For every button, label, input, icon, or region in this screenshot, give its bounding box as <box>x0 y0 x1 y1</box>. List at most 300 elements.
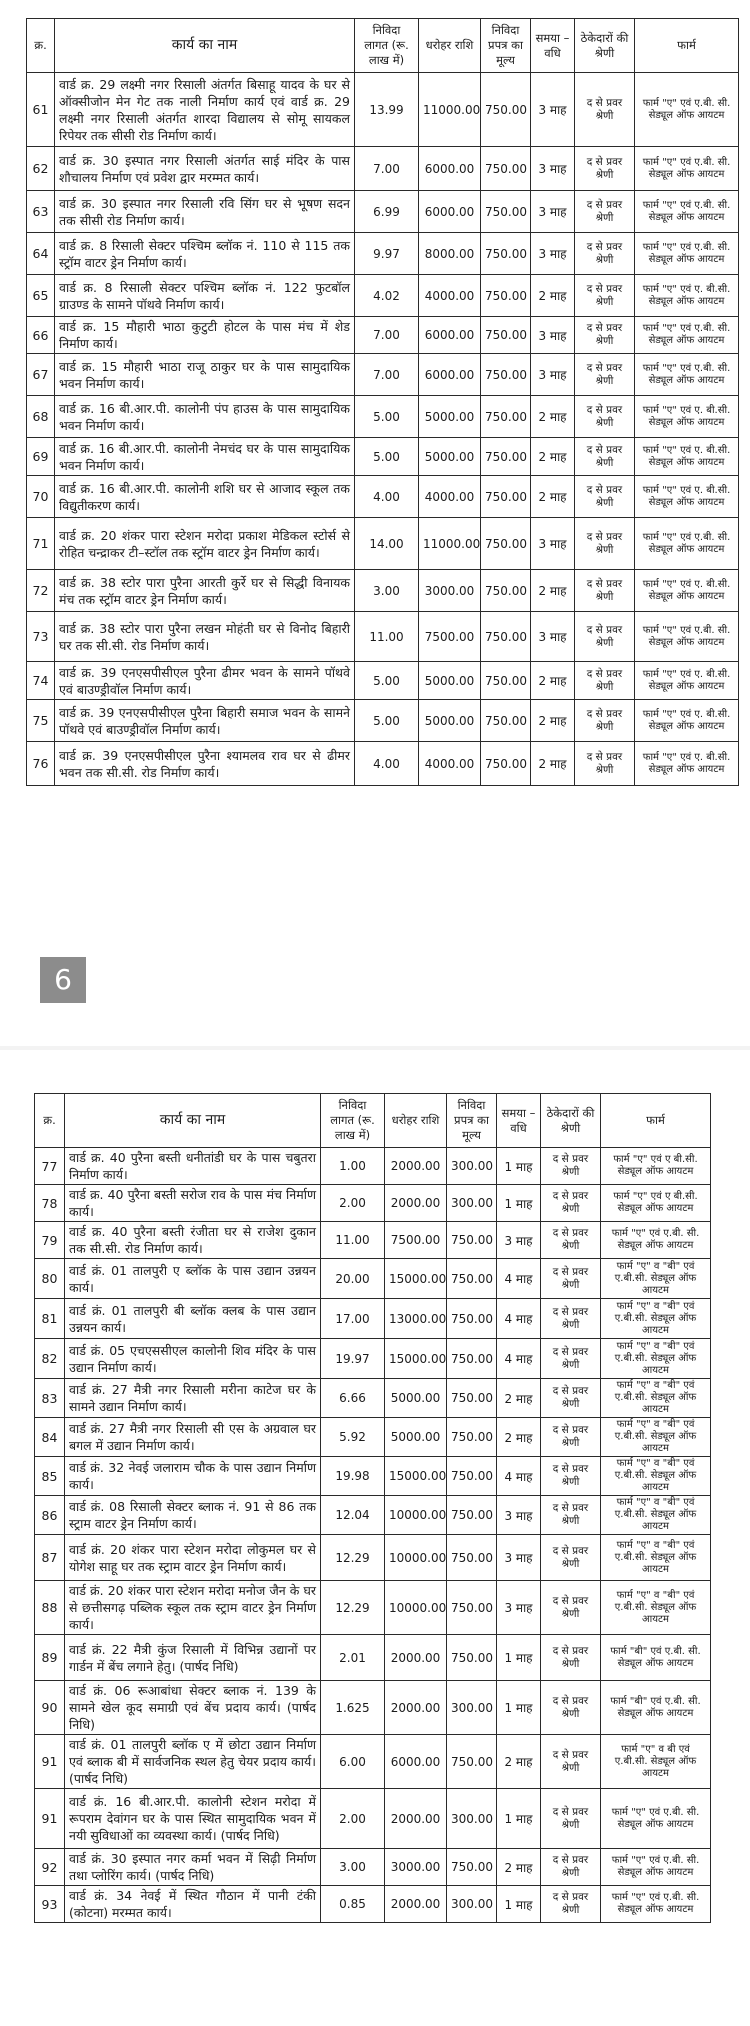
contractor-class: द से प्रवर श्रेणी <box>575 233 635 275</box>
table-row <box>27 700 739 742</box>
deposit-amount: 5000.00 <box>419 700 481 742</box>
contractor-class: द से प्रवर श्रेणी <box>541 1259 601 1299</box>
header-cost: निविदा लागत (रू. लाख में) <box>321 1094 385 1148</box>
contractor-class: द से प्रवर श्रेणी <box>541 1457 601 1496</box>
deposit-amount: 2000.00 <box>385 1681 447 1735</box>
form-type: फार्म "बी" एवं ए.बी. सी. सेड्यूल ऑफ आयटम <box>601 1635 711 1681</box>
tender-cost: 3.00 <box>355 570 419 612</box>
table-row <box>27 233 739 275</box>
table-row <box>27 742 739 786</box>
table-row <box>27 191 739 233</box>
form-price: 750.00 <box>481 700 531 742</box>
row-number: 87 <box>35 1535 65 1581</box>
row-number: 66 <box>27 317 55 354</box>
tender-cost: 2.01 <box>321 1635 385 1681</box>
duration: 4 माह <box>497 1259 541 1299</box>
form-price: 750.00 <box>447 1259 497 1299</box>
form-price: 750.00 <box>481 742 531 786</box>
contractor-class: द से प्रवर श्रेणी <box>541 1496 601 1535</box>
tender-cost: 19.97 <box>321 1339 385 1379</box>
table-row <box>35 1849 711 1886</box>
work-name: वार्ड क्रं. 20 शंकर पारा स्टेशन मरोदा मनोज जैन के घर से छत्तीसगढ़ पब्लिक स्कूल तक स्ट्राम वाटर ड्रेन निर्माण कार्य। <box>65 1581 321 1635</box>
row-number: 73 <box>27 612 55 662</box>
form-type: फार्म "ए" एवं ए. बी.सी. सेड्यूल ऑफ आयटम <box>635 742 739 786</box>
tender-cost: 13.99 <box>355 73 419 147</box>
contractor-class: द से प्रवर श्रेणी <box>575 518 635 570</box>
row-number: 93 <box>35 1886 65 1923</box>
tender-cost: 5.00 <box>355 396 419 438</box>
tender-cost: 12.29 <box>321 1581 385 1635</box>
form-type: फार्म "ए" एवं ए.बी. सी. सेड्यूल ऑफ आयटम <box>601 1222 711 1259</box>
form-price: 750.00 <box>481 476 531 518</box>
form-type: फार्म "ए" व "बी" एवं ए.बी.सी. सेड्यूल ऑफ आयटम <box>601 1418 711 1457</box>
form-price: 750.00 <box>447 1457 497 1496</box>
row-number: 72 <box>27 570 55 612</box>
form-price: 750.00 <box>481 518 531 570</box>
tender-cost: 19.98 <box>321 1457 385 1496</box>
contractor-class: द से प्रवर श्रेणी <box>575 396 635 438</box>
row-number: 89 <box>35 1635 65 1681</box>
form-price: 750.00 <box>481 147 531 191</box>
form-type: फार्म "ए" व "बी" एवं ए.बी.सी. सेड्यूल ऑफ आयटम <box>601 1299 711 1339</box>
work-name: वार्ड क्र. 30 इस्पात नगर रिसाली अंतर्गत साई मंदिर के पास शौचालय निर्माण एवं प्रवेश द्वार मरम्मत कार्य। <box>55 147 355 191</box>
duration: 3 माह <box>531 518 575 570</box>
work-name: वार्ड क्र. 8 रिसाली सेक्टर पश्चिम ब्लॉक नं. 110 से 115 तक स्ट्रॉम वाटर ड्रेन निर्माण कार्य। <box>55 233 355 275</box>
work-name: वार्ड क्रं. 08 रिसाली सेक्टर ब्लाक नं. 91 से 86 तक स्ट्राम वाटर ड्रेन निर्माण कार्य। <box>65 1496 321 1535</box>
duration: 2 माह <box>531 438 575 476</box>
work-name: वार्ड क्र. 39 एनएसपीसीएल पुरैना श्यामलव राव घर से ढीमर भवन तक सी.सी. रोड निर्माण कार्य। <box>55 742 355 786</box>
work-name: वार्ड क्रं. 16 बी.आर.पी. कालोनी स्टेशन मरोदा में रूपराम देवांगन घर के पास स्थित सामुदायिक भवन में नयी सुविधाओं का व्यवस्था कार्य। (पार्षद निधि) <box>65 1789 321 1849</box>
row-number: 88 <box>35 1581 65 1635</box>
tender-cost: 5.00 <box>355 662 419 700</box>
contractor-class: द से प्रवर श्रेणी <box>575 147 635 191</box>
contractor-class: द से प्रवर श्रेणी <box>575 700 635 742</box>
form-type: फार्म "ए" एवं ए.बी. सी. सेड्यूल ऑफ आयटम <box>635 354 739 396</box>
table-row <box>27 147 739 191</box>
duration: 2 माह <box>497 1735 541 1789</box>
table-row <box>27 396 739 438</box>
tender-cost: 9.97 <box>355 233 419 275</box>
work-name: वार्ड क्र. 30 इस्पात नगर रिसाली रवि सिंग घर से भूषण सदन तक सीसी रोड निर्माण कार्य। <box>55 191 355 233</box>
duration: 3 माह <box>531 191 575 233</box>
form-type: फार्म "ए" एवं ए. बी.सी. सेड्यूल ऑफ आयटम <box>635 438 739 476</box>
row-number: 78 <box>35 1185 65 1222</box>
tender-cost: 5.92 <box>321 1418 385 1457</box>
tender-cost: 12.04 <box>321 1496 385 1535</box>
row-number: 76 <box>27 742 55 786</box>
form-type: फार्म "ए" एवं ए. बी.सी. सेड्यूल ऑफ आयटम <box>635 476 739 518</box>
form-price: 750.00 <box>481 317 531 354</box>
header-sno: क्र. <box>35 1094 65 1148</box>
row-number: 90 <box>35 1681 65 1735</box>
form-price: 750.00 <box>447 1299 497 1339</box>
table-row <box>35 1581 711 1635</box>
header-sno: क्र. <box>27 19 55 73</box>
tender-cost: 6.66 <box>321 1379 385 1418</box>
form-type: फार्म "ए" व "बी" एवं ए.बी.सी. सेड्यूल ऑफ आयटम <box>601 1339 711 1379</box>
form-price: 750.00 <box>481 73 531 147</box>
work-name: वार्ड क्र. 40 पुरैना बस्ती सरोज राव के पास मंच निर्माण कार्य। <box>65 1185 321 1222</box>
deposit-amount: 5000.00 <box>419 396 481 438</box>
row-number: 81 <box>35 1299 65 1339</box>
form-type: फार्म "ए" एवं ए.बी. सी. सेड्यूल ऑफ आयटम <box>635 518 739 570</box>
work-name: वार्ड क्रं. 06 रूआबांधा सेक्टर ब्लाक नं. 139 के सामने खेल कूद समाग्री एवं बेंच प्रदाय कार्य। (पार्षद निधि) <box>65 1681 321 1735</box>
form-type: फार्म "ए" एवं ए. बी.सी. सेड्यूल ऑफ आयटम <box>635 275 739 317</box>
table-row <box>27 612 739 662</box>
form-price: 750.00 <box>447 1339 497 1379</box>
form-price: 300.00 <box>447 1148 497 1185</box>
contractor-class: द से प्रवर श्रेणी <box>575 438 635 476</box>
row-number: 68 <box>27 396 55 438</box>
work-name: वार्ड क्र. 40 पुरैना बस्ती धनीतांडी घर के पास चबुतरा निर्माण कार्य। <box>65 1148 321 1185</box>
table-row <box>35 1735 711 1789</box>
form-price: 750.00 <box>481 233 531 275</box>
row-number: 92 <box>35 1849 65 1886</box>
contractor-class: द से प्रवर श्रेणी <box>541 1185 601 1222</box>
contractor-class: द से प्रवर श्रेणी <box>575 662 635 700</box>
deposit-amount: 6000.00 <box>419 354 481 396</box>
form-type: फार्म "ए" एवं ए.बी. सी. सेड्यूल ऑफ आयटम <box>635 612 739 662</box>
tender-cost: 17.00 <box>321 1299 385 1339</box>
deposit-amount: 10000.00 <box>385 1535 447 1581</box>
form-type: फार्म "बी" एवं ए.बी. सी. सेड्यूल ऑफ आयटम <box>601 1681 711 1735</box>
header-contractor-class: ठेकेदारों की श्रेणी <box>575 19 635 73</box>
table-row <box>27 73 739 147</box>
work-name: वार्ड क्रं. 01 तालपुरी ब्लॉक ए में छोटा उद्यान निर्माण एवं ब्लाक बी में सार्वजनिक स्थल हेतु चेयर प्रदाय कार्य। (पार्षद निधि) <box>65 1735 321 1789</box>
work-name: वार्ड क्र. 16 बी.आर.पी. कालोनी शशि घर से आजाद स्कूल तक विद्युतीकरण कार्य। <box>55 476 355 518</box>
form-type: फार्म "ए" एवं ए बी.सी. सेड्यूल ऑफ आयटम <box>601 1185 711 1222</box>
deposit-amount: 2000.00 <box>385 1635 447 1681</box>
table-row <box>27 317 739 354</box>
work-name: वार्ड क्र. 38 स्टोर पारा पुरैना लखन मोहंती घर से विनोद बिहारी घर तक सी.सी. रोड निर्माण कार्य। <box>55 612 355 662</box>
deposit-amount: 10000.00 <box>385 1496 447 1535</box>
deposit-amount: 6000.00 <box>385 1735 447 1789</box>
deposit-amount: 15000.00 <box>385 1457 447 1496</box>
work-name: वार्ड क्रं. 22 मैत्री कुंज रिसाली में विभिन्न उद्यानों पर गार्डन में बेंच लगाने हेतु। (पार्षद निधि) <box>65 1635 321 1681</box>
deposit-amount: 6000.00 <box>419 147 481 191</box>
work-name: वार्ड क्रं. 32 नेवई जलाराम चौक के पास उद्यान निर्माण कार्य। <box>65 1457 321 1496</box>
row-number: 61 <box>27 73 55 147</box>
contractor-class: द से प्रवर श्रेणी <box>541 1379 601 1418</box>
tender-cost: 6.99 <box>355 191 419 233</box>
table-row <box>35 1886 711 1923</box>
header-work-name: कार्य का नाम <box>65 1094 321 1148</box>
tender-cost: 2.00 <box>321 1185 385 1222</box>
form-type: फार्म "ए" एवं ए. बी.सी. सेड्यूल ऑफ आयटम <box>635 662 739 700</box>
form-price: 300.00 <box>447 1789 497 1849</box>
tender-cost: 6.00 <box>321 1735 385 1789</box>
deposit-amount: 7500.00 <box>419 612 481 662</box>
row-number: 77 <box>35 1148 65 1185</box>
row-number: 63 <box>27 191 55 233</box>
duration: 2 माह <box>531 700 575 742</box>
header-cost: निविदा लागत (रू. लाख में) <box>355 19 419 73</box>
form-price: 750.00 <box>481 438 531 476</box>
contractor-class: द से प्रवर श्रेणी <box>575 354 635 396</box>
header-form: फार्म <box>635 19 739 73</box>
form-price: 750.00 <box>481 570 531 612</box>
work-name: वार्ड क्रं. 01 तालपुरी बी ब्लॉक क्लब के पास उद्यान उन्नयन कार्य। <box>65 1299 321 1339</box>
duration: 2 माह <box>531 742 575 786</box>
duration: 3 माह <box>531 317 575 354</box>
table-row <box>35 1496 711 1535</box>
work-name: वार्ड क्रं. 01 तालपुरी ए ब्लॉक के पास उद्यान उन्नयन कार्य। <box>65 1259 321 1299</box>
tender-cost: 4.00 <box>355 476 419 518</box>
row-number: 85 <box>35 1457 65 1496</box>
duration: 4 माह <box>497 1457 541 1496</box>
tender-cost: 4.02 <box>355 275 419 317</box>
table-row <box>35 1681 711 1735</box>
work-name: वार्ड क्रं. 30 इस्पात नगर कर्मा भवन में सिढ़ी निर्माण तथा प्लोरिंग कार्य। (पार्षद निधि) <box>65 1849 321 1886</box>
table-row <box>35 1789 711 1849</box>
row-number: 64 <box>27 233 55 275</box>
duration: 1 माह <box>497 1148 541 1185</box>
tender-cost: 12.29 <box>321 1535 385 1581</box>
contractor-class: द से प्रवर श्रेणी <box>541 1222 601 1259</box>
form-type: फार्म "ए" व "बी" एवं ए.बी.सी. सेड्यूल ऑफ आयटम <box>601 1496 711 1535</box>
form-price: 750.00 <box>447 1222 497 1259</box>
duration: 2 माह <box>531 275 575 317</box>
duration: 3 माह <box>531 354 575 396</box>
tender-cost: 7.00 <box>355 147 419 191</box>
row-number: 80 <box>35 1259 65 1299</box>
row-number: 91 <box>35 1789 65 1849</box>
form-price: 300.00 <box>447 1185 497 1222</box>
form-type: फार्म "ए" एवं ए.बी. सी. सेड्यूल ऑफ आयटम <box>635 147 739 191</box>
contractor-class: द से प्रवर श्रेणी <box>541 1886 601 1923</box>
work-name: वार्ड क्रं. 27 मैत्री नगर रिसाली मरीना काटेज घर के सामने उद्यान निर्माण कार्य। <box>65 1379 321 1418</box>
duration: 3 माह <box>497 1222 541 1259</box>
deposit-amount: 7500.00 <box>385 1222 447 1259</box>
row-number: 86 <box>35 1496 65 1535</box>
table-row <box>35 1457 711 1496</box>
form-price: 300.00 <box>447 1681 497 1735</box>
contractor-class: द से प्रवर श्रेणी <box>541 1681 601 1735</box>
contractor-class: द से प्रवर श्रेणी <box>575 742 635 786</box>
work-name: वार्ड क्र. 15 मौहारी भाठा कुटुटी होटल के पास मंच में शेड निर्माण कार्य। <box>55 317 355 354</box>
duration: 3 माह <box>497 1496 541 1535</box>
duration: 2 माह <box>497 1379 541 1418</box>
form-type: फार्म "ए" व "बी" एवं ए.बी.सी. सेड्यूल ऑफ आयटम <box>601 1259 711 1299</box>
tender-cost: 7.00 <box>355 317 419 354</box>
duration: 3 माह <box>531 73 575 147</box>
header-deposit: धरोहर राशि <box>385 1094 447 1148</box>
work-name: वार्ड क्र. 15 मौहारी भाठा राजू ठाकुर घर के पास सामुदायिक भवन निर्माण कार्य। <box>55 354 355 396</box>
form-price: 750.00 <box>447 1535 497 1581</box>
header-form: फार्म <box>601 1094 711 1148</box>
form-type: फार्म "ए" एवं ए.बी. सी. सेड्यूल ऑफ आयटम <box>635 317 739 354</box>
deposit-amount: 4000.00 <box>419 275 481 317</box>
work-name: वार्ड क्र. 16 बी.आर.पी. कालोनी पंप हाउस के पास सामुदायिक भवन निर्माण कार्य। <box>55 396 355 438</box>
duration: 2 माह <box>531 570 575 612</box>
tender-cost: 11.00 <box>355 612 419 662</box>
tender-cost: 1.625 <box>321 1681 385 1735</box>
contractor-class: द से प्रवर श्रेणी <box>541 1789 601 1849</box>
row-number: 74 <box>27 662 55 700</box>
contractor-class: द से प्रवर श्रेणी <box>575 275 635 317</box>
contractor-class: द से प्रवर श्रेणी <box>541 1535 601 1581</box>
form-type: फार्म "ए" एवं ए.बी. सी. सेड्यूल ऑफ आयटम <box>601 1849 711 1886</box>
duration: 1 माह <box>497 1789 541 1849</box>
tender-table-page-1 <box>26 18 739 786</box>
page-number-badge: 6 <box>40 957 86 1003</box>
form-price: 750.00 <box>447 1849 497 1886</box>
deposit-amount: 2000.00 <box>385 1148 447 1185</box>
form-price: 750.00 <box>481 354 531 396</box>
contractor-class: द से प्रवर श्रेणी <box>541 1735 601 1789</box>
row-number: 84 <box>35 1418 65 1457</box>
duration: 3 माह <box>497 1581 541 1635</box>
duration: 1 माह <box>497 1635 541 1681</box>
row-number: 75 <box>27 700 55 742</box>
table-header-row <box>27 19 739 73</box>
work-name: वार्ड क्र. 40 पुरैना बस्ती रंजीता घर से राजेश दुकान तक सी.सी. रोड निर्माण कार्य। <box>65 1222 321 1259</box>
work-name: वार्ड क्रं. 05 एचएससीएल कालोनी शिव मंदिर के पास उद्यान निर्माण कार्य। <box>65 1339 321 1379</box>
duration: 2 माह <box>531 396 575 438</box>
header-duration: समया – वधि <box>531 19 575 73</box>
work-name: वार्ड क्र. 39 एनएसपीसीएल पुरैना ढीमर भवन के सामने पॉथवे एवं बाउण्ड्रीवॉल निर्माण कार्य। <box>55 662 355 700</box>
contractor-class: द से प्रवर श्रेणी <box>541 1148 601 1185</box>
form-type: फार्म "ए" एवं ए.बी. सी. सेड्यूल ऑफ आयटम <box>601 1789 711 1849</box>
header-work-name: कार्य का नाम <box>55 19 355 73</box>
deposit-amount: 13000.00 <box>385 1299 447 1339</box>
form-price: 750.00 <box>447 1418 497 1457</box>
form-price: 750.00 <box>481 191 531 233</box>
deposit-amount: 15000.00 <box>385 1259 447 1299</box>
duration: 2 माह <box>497 1418 541 1457</box>
table-row <box>35 1299 711 1339</box>
table-row <box>35 1379 711 1418</box>
deposit-amount: 6000.00 <box>419 317 481 354</box>
form-type: फार्म "ए" एवं ए.बी. सी. सेड्यूल ऑफ आयटम <box>601 1886 711 1923</box>
table-row <box>35 1535 711 1581</box>
table-row <box>27 438 739 476</box>
table-row <box>27 354 739 396</box>
row-number: 67 <box>27 354 55 396</box>
table-row <box>27 518 739 570</box>
form-type: फार्म "ए" व "बी" एवं ए.बी.सी. सेड्यूल ऑफ आयटम <box>601 1379 711 1418</box>
form-price: 750.00 <box>447 1379 497 1418</box>
header-duration: समया – वधि <box>497 1094 541 1148</box>
work-name: वार्ड क्र. 16 बी.आर.पी. कालोनी नेमचंद घर के पास सामुदायिक भवन निर्माण कार्य। <box>55 438 355 476</box>
header-form-price: निविदा प्रपत्र का मूल्य <box>447 1094 497 1148</box>
form-type: फार्म "ए" एवं ए.बी. सी. सेड्यूल ऑफ आयटम <box>635 233 739 275</box>
form-price: 750.00 <box>447 1581 497 1635</box>
work-name: वार्ड क्र. 8 रिसाली सेक्टर पश्चिम ब्लॉक नं. 122 फुटबॉल ग्राउण्ड के सामने पॉथवे निर्माण कार्य। <box>55 275 355 317</box>
table-row <box>27 476 739 518</box>
form-price: 750.00 <box>481 662 531 700</box>
form-type: फार्म "ए" एवं ए.बी. सी. सेड्यूल ऑफ आयटम <box>635 73 739 147</box>
contractor-class: द से प्रवर श्रेणी <box>541 1581 601 1635</box>
duration: 2 माह <box>531 662 575 700</box>
tender-cost: 1.00 <box>321 1148 385 1185</box>
deposit-amount: 2000.00 <box>385 1185 447 1222</box>
contractor-class: द से प्रवर श्रेणी <box>541 1849 601 1886</box>
table-row <box>35 1259 711 1299</box>
table-row <box>27 275 739 317</box>
page-separator <box>0 1046 750 1050</box>
tender-cost: 2.00 <box>321 1789 385 1849</box>
work-name: वार्ड क्र. 38 स्टोर पारा पुरैना आरती कुर्रे घर से सिद्धी विनायक मंच तक स्ट्रॉम वाटर ड्रेन निर्माण कार्य। <box>55 570 355 612</box>
deposit-amount: 4000.00 <box>419 742 481 786</box>
form-type: फार्म "ए" व "बी" एवं ए.बी.सी. सेड्यूल ऑफ आयटम <box>601 1581 711 1635</box>
contractor-class: द से प्रवर श्रेणी <box>541 1339 601 1379</box>
work-name: वार्ड क्रं. 20 शंकर पारा स्टेशन मरोदा लोकुमल घर से योगेश साहू घर तक स्ट्राम वाटर ड्रेन निर्माण कार्य। <box>65 1535 321 1581</box>
tender-cost: 5.00 <box>355 438 419 476</box>
work-name: वार्ड क्र. 29 लक्ष्मी नगर रिसाली अंतर्गत बिसाहू यादव के घर से ऑक्सीजोन मेन गेट तक नाली निर्माण कार्य एवं वार्ड क्र. 29 लक्ष्मी नगर रिसाली अंतर्गत शारदा विद्यालय से सोमू सायकल रिपेयर तक सीसी रोड निर्माण कार्य। <box>55 73 355 147</box>
row-number: 62 <box>27 147 55 191</box>
table-row <box>35 1635 711 1681</box>
work-name: वार्ड क्र. 20 शंकर पारा स्टेशन मरोदा प्रकाश मेडिकल स्टोर्स से रोहित चन्द्राकर टी–स्टॉल तक स्ट्रॉम वाटर ड्रेन निर्माण कार्य। <box>55 518 355 570</box>
deposit-amount: 3000.00 <box>385 1849 447 1886</box>
row-number: 70 <box>27 476 55 518</box>
contractor-class: द से प्रवर श्रेणी <box>541 1299 601 1339</box>
contractor-class: द से प्रवर श्रेणी <box>575 73 635 147</box>
row-number: 65 <box>27 275 55 317</box>
table-header-row <box>35 1094 711 1148</box>
header-form-price: निविदा प्रपत्र का मूल्य <box>481 19 531 73</box>
deposit-amount: 2000.00 <box>385 1886 447 1923</box>
form-type: फार्म "ए" एवं ए. बी.सी. सेड्यूल ऑफ आयटम <box>635 570 739 612</box>
deposit-amount: 3000.00 <box>419 570 481 612</box>
tender-cost: 11.00 <box>321 1222 385 1259</box>
deposit-amount: 4000.00 <box>419 476 481 518</box>
deposit-amount: 11000.00 <box>419 518 481 570</box>
form-price: 750.00 <box>447 1635 497 1681</box>
deposit-amount: 8000.00 <box>419 233 481 275</box>
tender-table-page-2 <box>34 1093 711 1923</box>
work-name: वार्ड क्र. 39 एनएसपीसीएल पुरैना बिहारी समाज भवन के सामने पॉथवे एवं बाउण्ड्रीवॉल निर्माण कार्य। <box>55 700 355 742</box>
contractor-class: द से प्रवर श्रेणी <box>575 191 635 233</box>
form-price: 300.00 <box>447 1886 497 1923</box>
tender-cost: 5.00 <box>355 700 419 742</box>
deposit-amount: 6000.00 <box>419 191 481 233</box>
row-number: 82 <box>35 1339 65 1379</box>
form-type: फार्म "ए" एवं ए. बी.सी. सेड्यूल ऑफ आयटम <box>635 700 739 742</box>
form-price: 750.00 <box>447 1496 497 1535</box>
duration: 3 माह <box>531 147 575 191</box>
tender-cost: 0.85 <box>321 1886 385 1923</box>
row-number: 79 <box>35 1222 65 1259</box>
duration: 1 माह <box>497 1681 541 1735</box>
duration: 1 माह <box>497 1886 541 1923</box>
row-number: 83 <box>35 1379 65 1418</box>
deposit-amount: 5000.00 <box>419 438 481 476</box>
header-contractor-class: ठेकेदारों की श्रेणी <box>541 1094 601 1148</box>
row-number: 91 <box>35 1735 65 1789</box>
deposit-amount: 5000.00 <box>385 1379 447 1418</box>
header-deposit: धरोहर राशि <box>419 19 481 73</box>
table-row <box>27 570 739 612</box>
form-type: फार्म "ए" एवं ए.बी. सी. सेड्यूल ऑफ आयटम <box>635 191 739 233</box>
form-price: 750.00 <box>447 1735 497 1789</box>
deposit-amount: 10000.00 <box>385 1581 447 1635</box>
deposit-amount: 15000.00 <box>385 1339 447 1379</box>
deposit-amount: 2000.00 <box>385 1789 447 1849</box>
tender-cost: 4.00 <box>355 742 419 786</box>
table-row <box>35 1185 711 1222</box>
table-row <box>35 1222 711 1259</box>
contractor-class: द से प्रवर श्रेणी <box>541 1418 601 1457</box>
form-type: फार्म "ए" व बी एवं ए.बी.सी. सेड्यूल ऑफ आयटम <box>601 1735 711 1789</box>
form-type: फार्म "ए" व "बी" एवं ए.बी.सी. सेड्यूल ऑफ आयटम <box>601 1457 711 1496</box>
duration: 4 माह <box>497 1339 541 1379</box>
tender-cost: 3.00 <box>321 1849 385 1886</box>
duration: 2 माह <box>497 1849 541 1886</box>
row-number: 71 <box>27 518 55 570</box>
tender-cost: 14.00 <box>355 518 419 570</box>
form-type: फार्म "ए" एवं ए बी.सी. सेड्यूल ऑफ आयटम <box>601 1148 711 1185</box>
